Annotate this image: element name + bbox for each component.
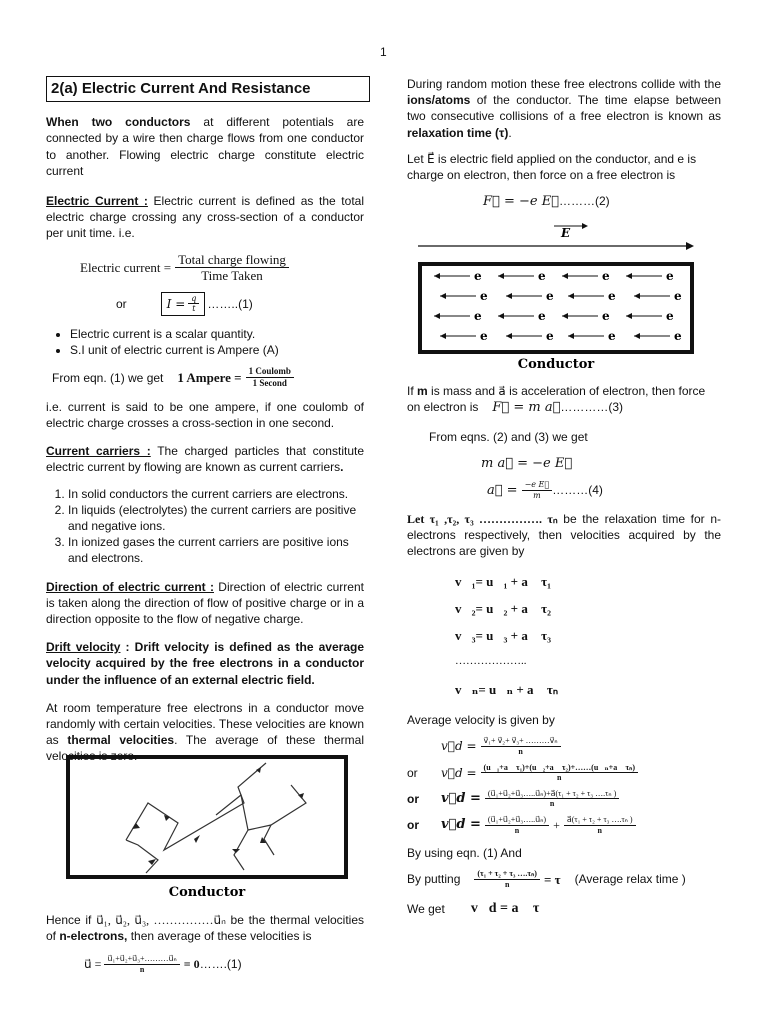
electron-symbol: e <box>538 309 546 323</box>
vd4-denominator-2: n <box>597 825 602 835</box>
drift-diagram <box>416 222 698 374</box>
random-text-2: of the conductor. The time elapse between two consecutive collisions of a free electron is known as <box>407 93 721 124</box>
acceleration-denominator: m <box>533 491 541 501</box>
right-column <box>407 76 721 211</box>
relaxation-time-bold: relaxation time (τ) <box>407 125 509 140</box>
electron-symbol: e <box>608 289 616 303</box>
vd-lhs: v⃗d = <box>441 739 477 754</box>
hence-text-3: then average of these velocities is <box>127 929 312 944</box>
electron-symbol: e <box>480 289 488 303</box>
putting-note: (Average relax time ) <box>574 872 686 887</box>
drift-arrowhead <box>626 313 632 319</box>
putting-numerator: (τ₁ + τ₂ + τ₃ ….τₙ) <box>474 869 540 880</box>
field-label: E <box>561 226 571 240</box>
average-velocity-intro: Average velocity is given by <box>407 713 555 728</box>
average-thermal-formula <box>84 954 364 974</box>
drift-arrowhead <box>434 313 440 319</box>
drift-arrowhead <box>434 273 440 279</box>
tau-text: be the relaxation time for n-electrons respectively, then velocities acquired by the electrons are given by <box>407 511 721 559</box>
electron-symbol: e <box>546 329 554 343</box>
page-number: 1 <box>380 45 387 59</box>
drift-velocity-result: v⃗d = a⃗ τ <box>470 900 540 916</box>
drift-velocity-definition <box>46 639 364 688</box>
left-column-bottom <box>46 912 364 975</box>
t-symbol: t <box>192 304 196 314</box>
left-column <box>46 76 364 764</box>
avg-lhs: u⃗ = <box>84 957 102 972</box>
velocity-equation: v⃗ₙ= u⃗ₙ + a⃗ τₙ <box>455 682 559 698</box>
electron-symbol: e <box>538 269 546 283</box>
tau-list: Let τ₁ ,τ₂, τ₃ ……………. τₙ <box>407 511 558 526</box>
vd3-fraction <box>485 789 619 809</box>
vd-lhs: v⃗d = <box>441 791 481 807</box>
intro-paragraph <box>46 114 364 179</box>
drift-arrowhead <box>568 293 574 299</box>
drift-velocity-text: : Drift velocity is defined as the average velocity acquired by the free electrons in a conductor under the influence of an external electric field. <box>46 640 364 687</box>
vd-equation-4 <box>407 815 721 835</box>
avg-rhs: = 0 <box>183 957 200 972</box>
acceleration-tag: ………(4) <box>552 483 603 498</box>
vd2-fraction <box>481 763 638 783</box>
putting-fraction <box>474 869 540 889</box>
avg-tag: …….(1) <box>199 957 242 972</box>
random-figure-caption: Conductor <box>168 885 246 900</box>
avg-numerator: u⃗₁+u⃗₂+u⃗₃+………u⃗ₙ <box>104 954 179 965</box>
vd1-numerator: v⃗₁+ v⃗₂+ v⃗₃+ ………v⃗ₙ <box>481 736 561 747</box>
mass-paragraph <box>407 383 721 417</box>
vd1-fraction <box>481 736 561 756</box>
from-eq23: From eqns. (2) and (3) we get <box>429 429 588 444</box>
or-label: or <box>407 817 419 832</box>
electron-rows <box>434 269 682 343</box>
vd-equation-2 <box>407 763 721 783</box>
force-equation <box>483 193 721 211</box>
acceleration-fraction <box>522 480 553 500</box>
list-item: • S.I unit of electric current is Ampere (A) <box>70 342 364 358</box>
vd1-denominator: n <box>518 747 523 756</box>
vd4-numerator-2: a⃗(τ₁ + τ₂ + τ₃ ….τₙ ) <box>564 815 636 826</box>
direction-text: Direction of electric current is taken along the direction of flow of positive charge or in a direction opposite to the flow of negative charge. <box>46 579 364 626</box>
drift-arrowhead <box>498 273 504 279</box>
putting-denominator: n <box>504 879 510 889</box>
right-column-middle <box>407 383 721 918</box>
drift-arrowhead <box>440 293 446 299</box>
list-item: 3. In ionized gases the current carriers are positive ions and electrons. <box>68 534 364 566</box>
current-carriers-text: The charged particles that constitute electric current by flowing are known as current carriers <box>46 444 365 475</box>
thermal-text-1: At room temperature free electrons in a conductor move randomly with certain velocities. These velocities are known as <box>46 700 364 748</box>
drift-arrowhead <box>506 293 512 299</box>
list-item: 1. In solid conductors the current carriers are electrons. <box>68 486 364 502</box>
acceleration-numerator: −e E⃗ <box>522 480 553 491</box>
electron-symbol: e <box>666 309 674 323</box>
electric-current-definition <box>46 193 364 242</box>
vd2-denominator: n <box>557 773 562 783</box>
relaxation-paragraph <box>407 76 721 141</box>
vd-lhs: v⃗d = <box>441 817 481 833</box>
random-motion-figure <box>66 755 348 903</box>
avg-fraction <box>104 954 179 974</box>
acceleration-equation <box>487 480 721 500</box>
current-formula-fraction <box>175 252 289 284</box>
velocity-ellipsis: ……………….. <box>455 655 527 668</box>
ma-equation: m a⃗ = −e E⃗ <box>481 455 573 471</box>
relaxation-times-paragraph <box>407 511 721 560</box>
electric-current-label: Electric Current : <box>46 194 148 208</box>
velocity-equation: v⃗₁= u⃗₁ + a⃗ τ₁ <box>455 574 552 590</box>
vd-equation-3 <box>407 789 721 809</box>
current-facts-list <box>46 326 364 358</box>
q-over-t-fraction <box>188 294 199 314</box>
section-title-text: 2(a) Electric Current And Resistance <box>51 80 311 97</box>
we-get-text: We get <box>407 901 445 916</box>
vd3-numerator: (u⃗₁+u⃗₂+u⃗₃…..u⃗ₙ)+a⃗(τ₁ + τ₂ + τ₃ ….τₙ ) <box>485 789 619 800</box>
current-carriers-label: Current carriers : <box>46 444 151 459</box>
intro-bold: When two conductors <box>46 115 191 130</box>
electron-symbol: e <box>602 309 610 323</box>
or-label: or <box>407 765 418 780</box>
drift-arrowhead <box>634 333 640 339</box>
equation-1-tag: ……..(1) <box>207 296 253 311</box>
drift-velocity-label: Drift velocity <box>46 640 121 655</box>
by-putting-text: By putting <box>407 872 461 887</box>
boxed-formula <box>161 292 206 316</box>
mass-text-2: is mass and a⃗ is acceleration of electron, then force on electron is <box>407 384 706 415</box>
electron-symbol: e <box>480 329 488 343</box>
electron-symbol: e <box>608 329 616 343</box>
drift-arrowhead <box>498 313 504 319</box>
vd4-numerator-1: (u⃗₁+u⃗₂+u⃗₃…..u⃗ₙ) <box>485 815 549 826</box>
ampere-fraction <box>246 366 294 389</box>
vd4-fraction-1 <box>485 815 549 835</box>
electron-symbol: e <box>674 289 682 303</box>
velocity-equations <box>455 573 721 708</box>
n-electrons-bold: n-electrons, <box>59 929 128 944</box>
drift-arrowhead <box>562 313 568 319</box>
velocity-equation: v⃗₂= u⃗₂ + a⃗ τ₂ <box>455 601 552 617</box>
putting-line <box>407 869 721 889</box>
ampere-definition <box>52 366 364 389</box>
random-text-1: During random motion these free electrons collide with the <box>407 77 721 91</box>
vd-lhs: v⃗d = <box>441 765 477 780</box>
current-formula-lhs: Electric current = <box>80 259 172 275</box>
mass-text-1: If <box>407 384 418 398</box>
from-eq1-text: From eqn. (1) we get <box>52 370 164 385</box>
avg-denominator: n <box>139 964 145 974</box>
electron-drift-diagram <box>416 222 698 374</box>
ampere-lhs: 1 Ampere = <box>177 369 242 385</box>
by-using-eq1: By using eqn. (1) And <box>407 846 522 861</box>
carriers-list <box>46 486 364 567</box>
drift-arrowhead <box>506 333 512 339</box>
vd4-denominator-1: n <box>514 825 520 835</box>
random-motion-diagram <box>66 755 348 903</box>
intro-text: at different potentials are connected by a wire then charge flows from one conductor to another. Flowing electric charge constitute electric current <box>46 115 364 178</box>
direction-definition <box>46 579 364 628</box>
ampere-explanation: i.e. current is said to be one ampere, if one coulomb of electric charge crosses a cross-section in one second. <box>46 399 364 431</box>
velocity-equation: v⃗₃= u⃗₃ + a⃗ τ₃ <box>455 628 552 644</box>
current-formula-short <box>116 292 364 316</box>
list-item: • Electric current is a scalar quantity. <box>70 326 364 342</box>
hence-vars: u⃗₁, u⃗₂, u⃗₃, ……………u⃗ₙ <box>96 913 226 927</box>
electric-current-text: Electric current is defined as the total electric charge crossing any cross-section of a conductor per unit time. i.e. <box>46 194 364 241</box>
ions-atoms-bold: ions/atoms <box>407 93 471 108</box>
vd4-fraction-2 <box>564 815 636 835</box>
symbol-i: I = <box>166 296 186 311</box>
drift-arrowhead <box>634 293 640 299</box>
direction-label: Direction of electric current : <box>46 579 214 594</box>
mass-equation-tag: …………(3) <box>560 400 624 415</box>
electron-symbol: e <box>674 329 682 343</box>
electron-symbol: e <box>546 289 554 303</box>
hence-text-2: be the thermal velocities of <box>46 913 365 944</box>
ampere-denominator: 1 Second <box>252 378 287 389</box>
current-formula <box>80 252 364 284</box>
vd3-denominator: n <box>549 799 555 809</box>
hence-paragraph <box>46 912 364 944</box>
force-equation-tag: ………(2) <box>559 194 610 209</box>
vd-equation-1 <box>441 736 721 756</box>
thermal-text-2: . The average of these thermal velocities is zero. <box>46 733 364 764</box>
electric-field-paragraph: Let E⃗ is electric field applied on the conductor, and e is charge on electron, then force on a free electron is <box>407 151 697 182</box>
list-item: 2. In liquids (electrolytes) the current carriers are positive and negative ions. <box>68 502 364 534</box>
mass-equation: F⃗ = m a⃗ <box>492 400 561 416</box>
vd2-numerator: (u⃗₁+a⃗ τ₁)+(u⃗₂+a⃗ τ₂)+……(u⃗ₙ+a⃗ τₙ) <box>481 763 638 774</box>
mass-symbol: m <box>417 384 428 398</box>
electron-symbol: e <box>602 269 610 283</box>
drift-figure-caption: Conductor <box>517 357 595 372</box>
force-equation-text: F⃗ = −e E⃗ <box>483 194 559 210</box>
or-label: or <box>407 791 419 806</box>
final-result <box>407 900 721 919</box>
hence-text-1: Hence if <box>46 913 97 927</box>
current-formula-denominator: Time Taken <box>201 268 263 284</box>
drift-arrowhead <box>626 273 632 279</box>
section-title <box>46 76 370 102</box>
relax-end: . <box>508 125 512 140</box>
or-label: or <box>116 296 127 311</box>
drift-arrowhead <box>562 273 568 279</box>
current-carriers-definition: Current carriers : The charged particles that constitute electric current by flowing are known as current carriers. <box>46 444 365 475</box>
thermal-velocities-bold: thermal velocities <box>67 733 175 748</box>
drift-arrowhead <box>568 333 574 339</box>
drift-arrowhead <box>440 333 446 339</box>
plus-sign: + <box>553 817 560 832</box>
ampere-numerator: 1 Coulomb <box>246 366 294 378</box>
acceleration-lhs: a⃗ = <box>487 482 518 498</box>
current-formula-numerator: Total charge flowing <box>175 252 289 269</box>
q-symbol: q <box>188 294 199 305</box>
electron-symbol: e <box>666 269 674 283</box>
electron-symbol: e <box>474 309 482 323</box>
putting-rhs: = τ <box>543 871 561 887</box>
electron-symbol: e <box>474 269 482 283</box>
